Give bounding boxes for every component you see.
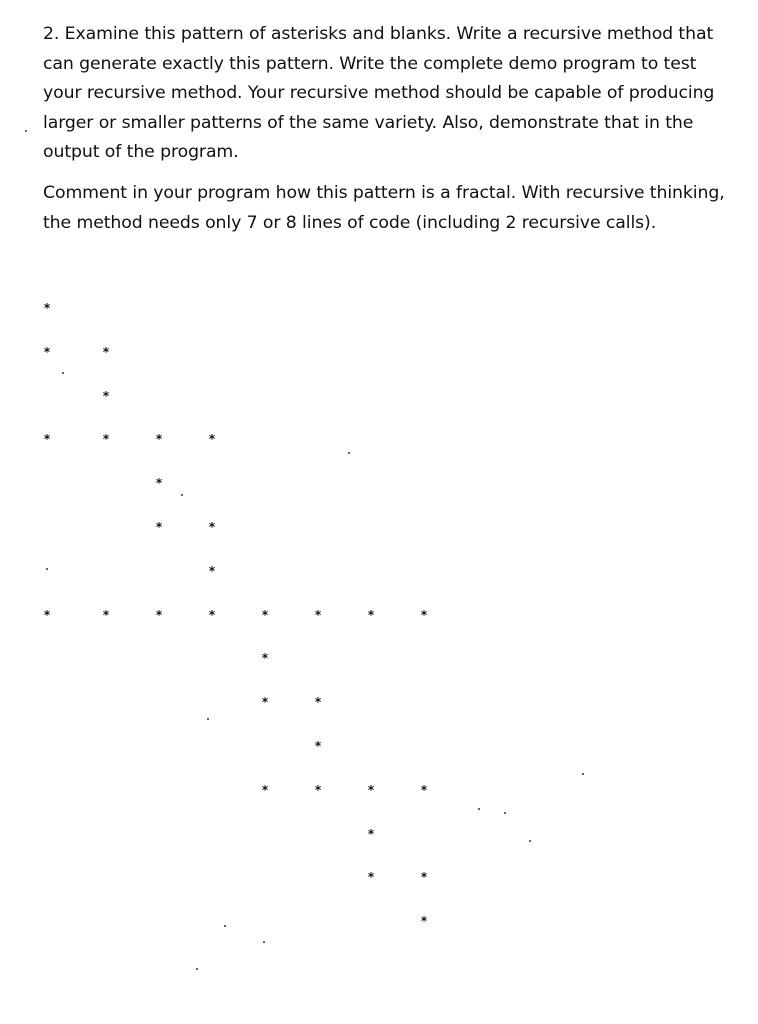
scan-speck — [25, 130, 27, 132]
asterisk: * — [420, 870, 428, 884]
question-line: 2. Examine this pattern of asterisks and blanks. Write a recursive method that — [43, 24, 714, 44]
asterisk: * — [261, 783, 269, 797]
asterisk: * — [367, 783, 375, 797]
asterisk: * — [314, 608, 322, 622]
asterisk: * — [102, 432, 110, 446]
scan-speck — [263, 941, 265, 943]
asterisk: * — [102, 345, 110, 359]
asterisk: * — [367, 870, 375, 884]
asterisk: * — [43, 345, 51, 359]
scan-speck — [207, 718, 209, 720]
question-line: larger or smaller patterns of the same variety. Also, demonstrate that in the — [43, 112, 694, 133]
asterisk: * — [367, 827, 375, 841]
asterisk: * — [420, 914, 428, 928]
asterisk: * — [420, 783, 428, 797]
scan-speck — [181, 494, 183, 496]
asterisk: * — [208, 432, 216, 446]
asterisk: * — [314, 695, 322, 709]
scan-speck — [46, 568, 48, 570]
asterisk: * — [102, 389, 110, 403]
asterisk: * — [208, 608, 216, 622]
asterisk: * — [155, 432, 163, 446]
asterisk: * — [261, 608, 269, 622]
asterisk: * — [314, 739, 322, 753]
question-line: can generate exactly this pattern. Write the complete demo program to test — [43, 53, 697, 74]
scan-speck — [196, 968, 198, 970]
asterisk: * — [261, 651, 269, 665]
scan-speck — [529, 840, 531, 842]
asterisk: * — [155, 476, 163, 490]
scan-speck — [62, 372, 64, 374]
asterisk: * — [261, 695, 269, 709]
question-line: Comment in your program how this pattern is a fractal. With recursive thinking, — [43, 183, 725, 203]
asterisk: * — [367, 608, 375, 622]
asterisk: * — [208, 520, 216, 534]
asterisk: * — [314, 783, 322, 797]
asterisk: * — [155, 520, 163, 534]
asterisk: * — [208, 564, 216, 578]
scan-speck — [224, 925, 226, 927]
scan-speck — [478, 808, 480, 810]
scan-speck — [348, 452, 350, 454]
asterisk: * — [102, 608, 110, 622]
question-line: output of the program. — [43, 142, 239, 162]
question-line: the method needs only 7 or 8 lines of code (including 2 recursive calls). — [43, 212, 657, 233]
asterisk: * — [420, 608, 428, 622]
asterisk: * — [43, 432, 51, 446]
question-line: your recursive method. Your recursive method should be capable of producing — [43, 83, 715, 103]
asterisk: * — [155, 608, 163, 622]
scan-speck — [582, 773, 584, 775]
asterisk: * — [43, 301, 51, 315]
scan-speck — [504, 812, 506, 814]
asterisk: * — [43, 608, 51, 622]
